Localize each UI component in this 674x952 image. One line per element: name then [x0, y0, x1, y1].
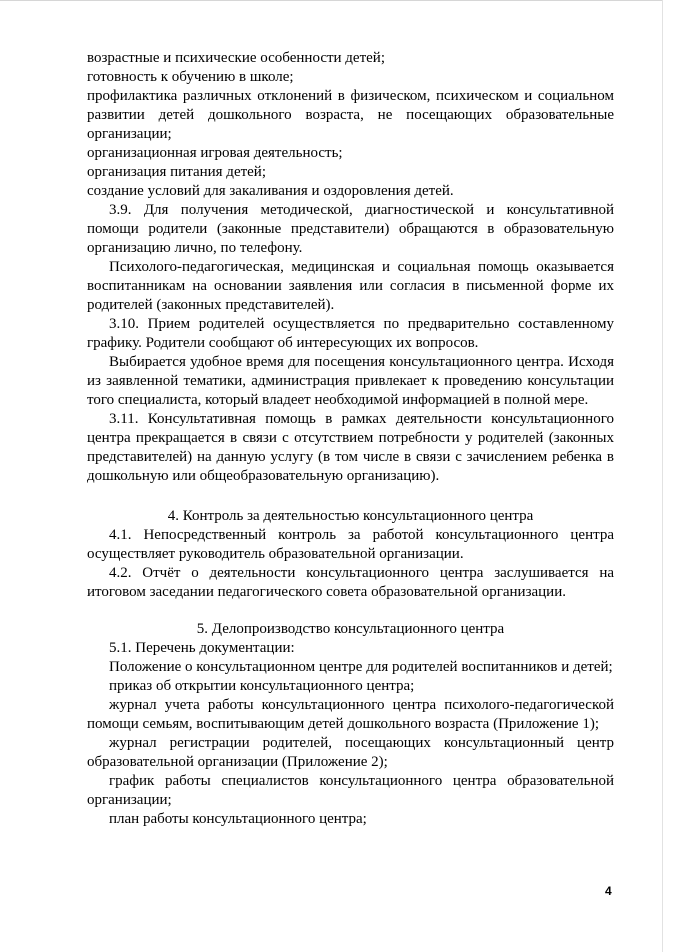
- viewer-right-edge: [662, 0, 674, 952]
- doc-list-item: план работы консультационного центра;: [109, 811, 367, 827]
- list-item: создание условий для закаливания и оздоровления детей.: [87, 183, 454, 199]
- section-5-heading: 5. Делопроизводство консультационного центра: [196, 621, 505, 637]
- doc-list-item: журнал регистрации родителей, посещающих консультационный центр образовательной организации (Приложение 2);: [87, 735, 614, 770]
- page-number: 4: [605, 884, 612, 898]
- spacer: [87, 602, 614, 620]
- list-item: возрастные и психические особенности детей;: [87, 50, 386, 66]
- list-item: профилактика различных отклонений в физическом, психическом и социальном развитии детей дошкольного возраста, не посещающих образовательные организации;: [87, 88, 614, 142]
- paragraph-5-1: 5.1. Перечень документации:: [109, 640, 295, 656]
- page-top-border: [0, 0, 662, 1]
- document-page: [87, 49, 614, 829]
- list-item: организационная игровая деятельность;: [87, 145, 343, 161]
- doc-list-item: журнал учета работы консультационного центра психолого-педагогической помощи семьям, воспитывающим детей дошкольного возраста (Приложение 1);: [87, 697, 614, 732]
- list-item: готовность к обучению в школе;: [87, 69, 294, 85]
- doc-list-item: приказ об открытии консультационного центра;: [109, 678, 415, 694]
- paragraph-time: Выбирается удобное время для посещения консультационного центра. Исходя из заявленной тематики, администрация привлекает к проведению консультации того специалиста, который владеет необходимой информацией в полной мере.: [87, 354, 614, 408]
- paragraph-3-9: 3.9. Для получения методической, диагностической и консультативной помощи родители (законные представители) обращаются в образовательную организацию лично, по телефону.: [87, 202, 614, 256]
- paragraph-4-1: 4.1. Непосредственный контроль за работой консультационного центра осуществляет руководитель образовательной организации.: [87, 527, 614, 562]
- list-item: организация питания детей;: [87, 164, 267, 180]
- paragraph-3-11: 3.11. Консультативная помощь в рамках деятельности консультационного центра прекращается в связи с отсутствием потребности у родителей (законных представителей) на данную услугу (в том числе в связи с зачислением ребенка в дошкольную или общеобразовательную организацию).: [87, 411, 614, 484]
- spacer: [87, 486, 614, 507]
- paragraph-psych-help: Психолого-педагогическая, медицинская и социальная помощь оказывается воспитанникам на основании заявления или согласия в письменной форме их родителей (законных представителей).: [87, 259, 614, 313]
- doc-list-item: Положение о консультационном центре для родителей воспитанников и детей;: [109, 659, 613, 675]
- paragraph-3-10: 3.10. Прием родителей осуществляется по предварительно составленному графику. Родители сообщают об интересующих их вопросов.: [87, 316, 614, 351]
- paragraph-4-2: 4.2. Отчёт о деятельности консультационного центра заслушивается на итоговом заседании педагогического совета образовательной организации.: [87, 565, 614, 600]
- doc-list-item: график работы специалистов консультационного центра образовательной организации;: [87, 773, 614, 808]
- section-4-heading: 4. Контроль за деятельностью консультационного центра: [167, 508, 534, 524]
